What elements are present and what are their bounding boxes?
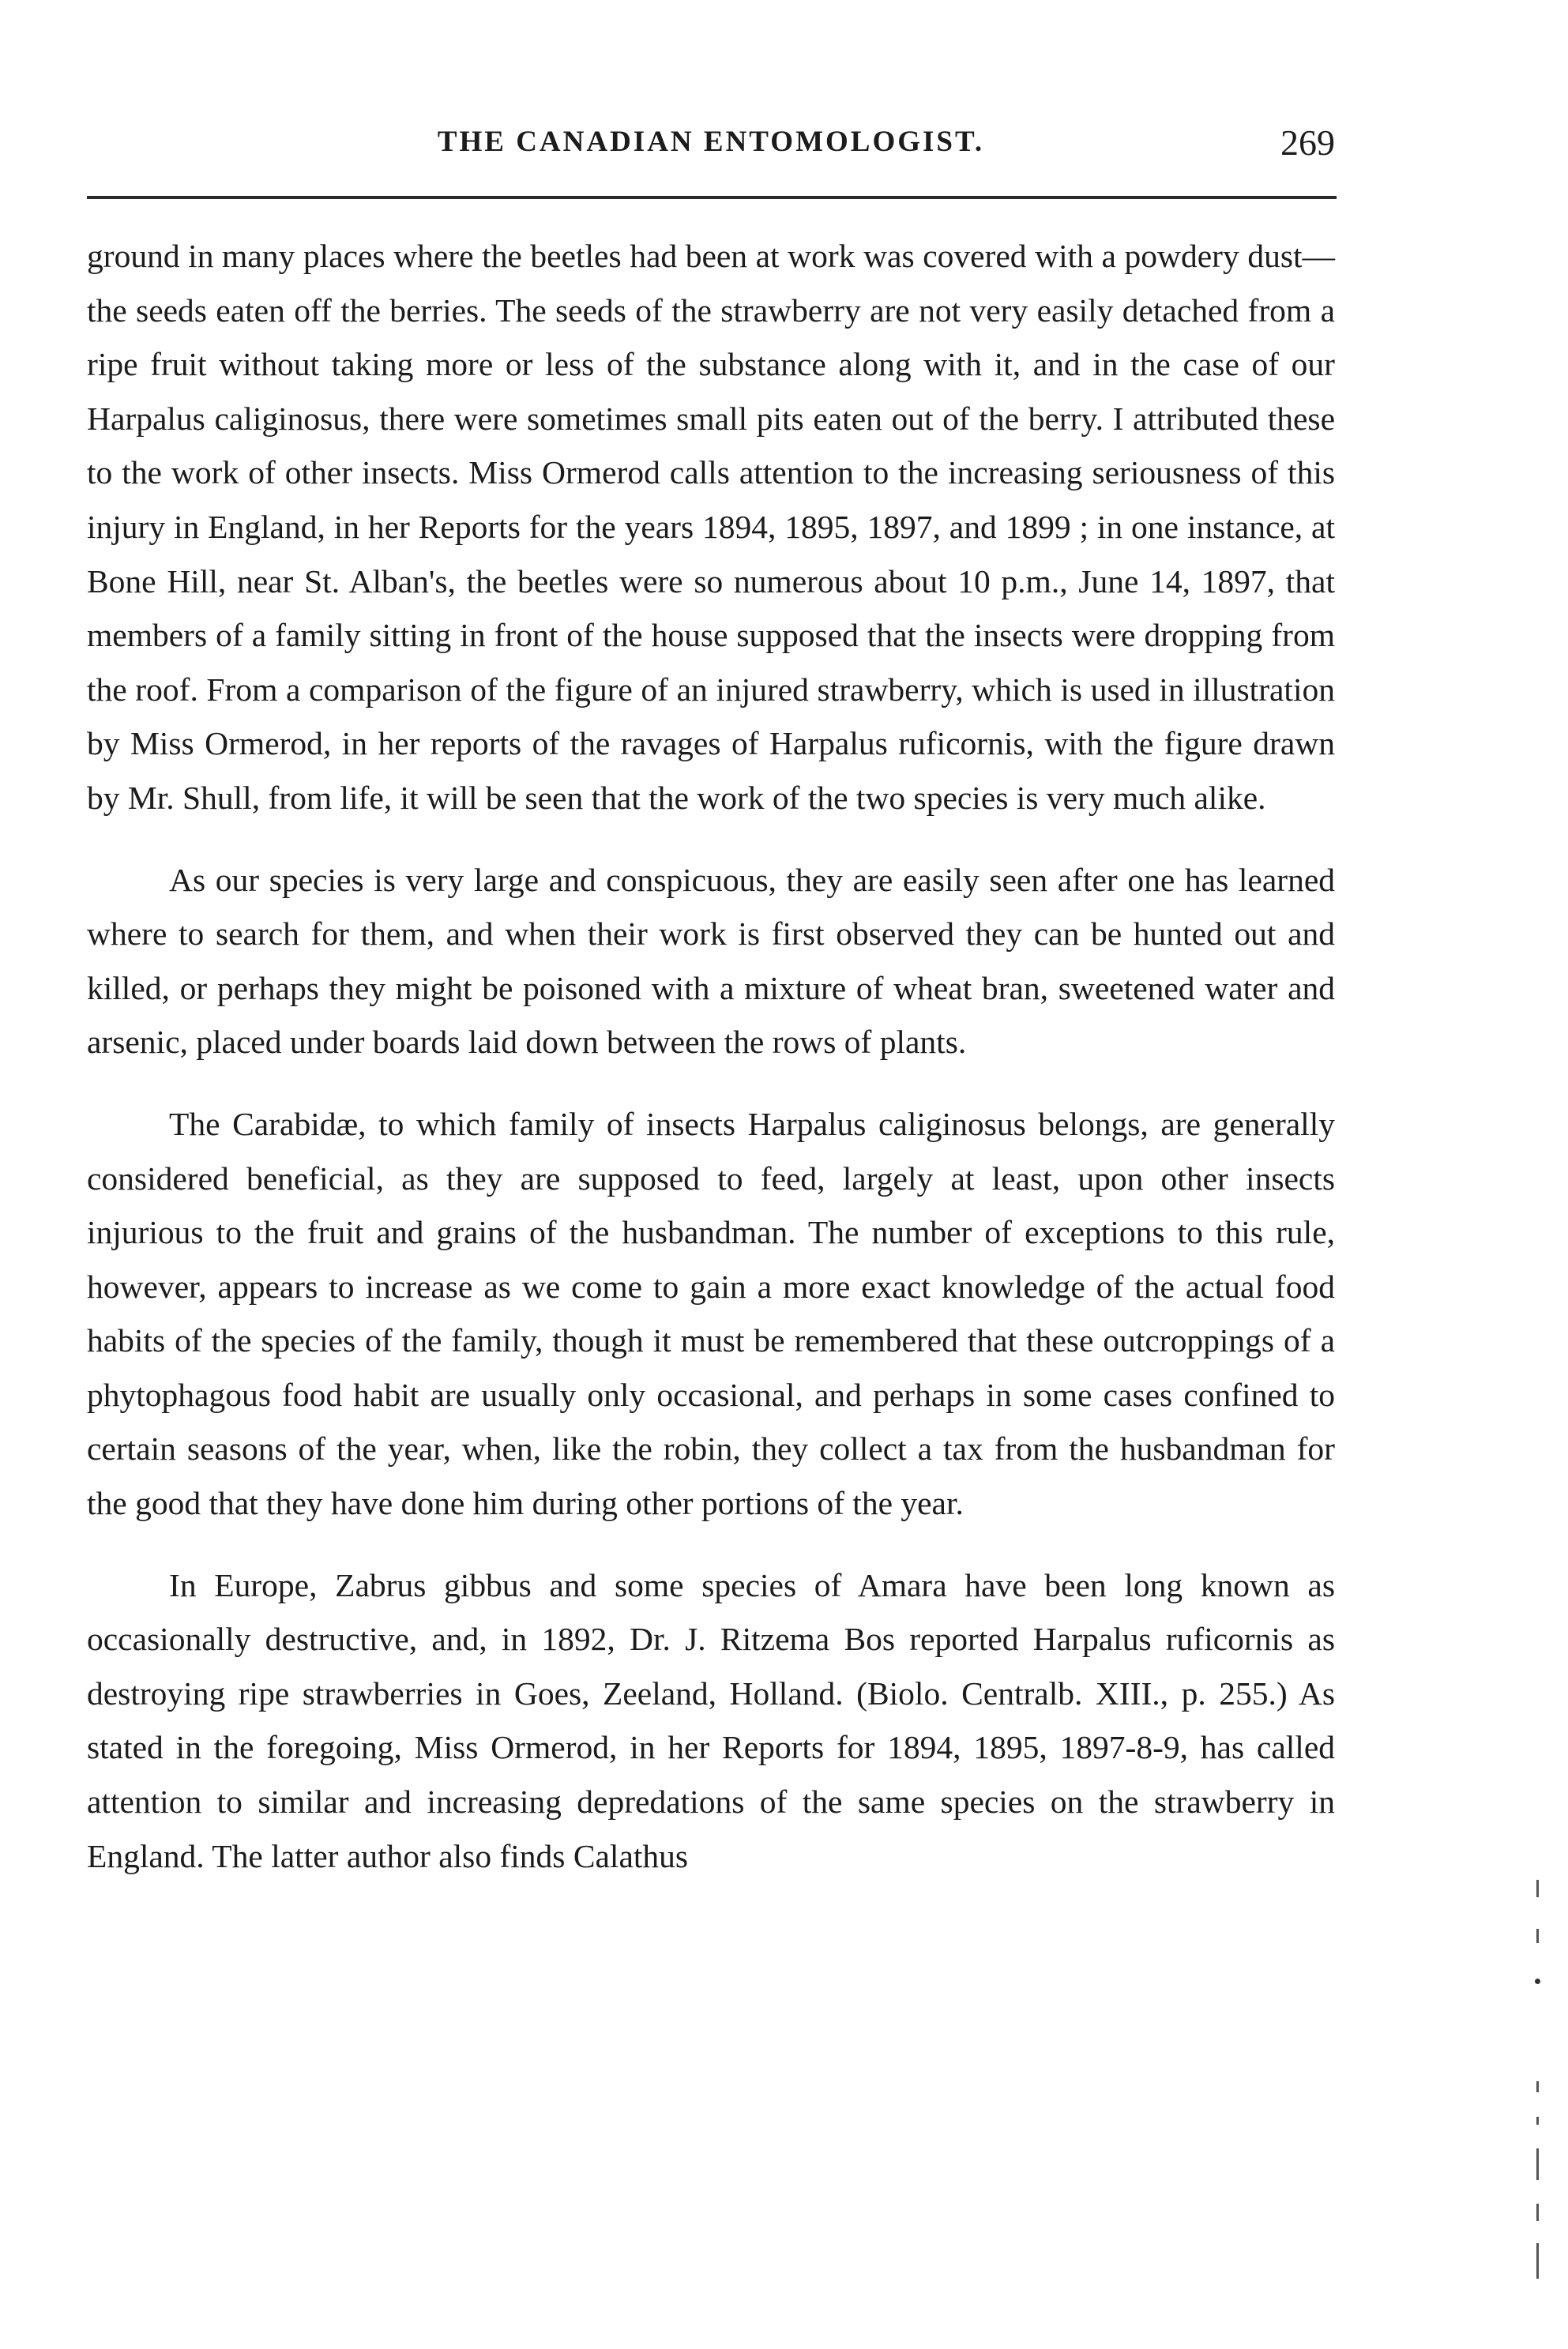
header-rule [87, 196, 1337, 199]
scan-mark [1536, 2081, 1539, 2092]
page-number: 269 [1280, 122, 1335, 163]
running-head: THE CANADIAN ENTOMOLOGIST. [437, 126, 985, 158]
scan-mark [1536, 2204, 1539, 2221]
scan-mark [1536, 2148, 1539, 2180]
article-body [87, 229, 1335, 1911]
paragraph-1: ground in many places where the beetles had been at work was covered with a powdery dust—the seeds eaten off the berries. The seeds of the strawberry are not very easily detached from a ripe fruit without taking more or less of the substance along with it, and in the case of our Harpalus caliginosus, there were sometimes small pits eaten out of the berry. I attributed these to the work of other insects. Miss Ormerod calls attention to the increasing seriousness of this injury in England, in her Reports for the years 1894, 1895, 1897, and 1899 ; in one instance, at Bone Hill, near St. Alban's, the beetles were so numerous about 10 p.m., June 14, 1897, that members of a family sitting in front of the house supposed that the insects were dropping from the roof. From a comparison of the figure of an injured strawberry, which is used in illustration by Miss Ormerod, in her reports of the ravages of Harpalus ruficornis, with the figure drawn by Mr. Shull, from life, it will be seen that the work of the two species is very much alike. [87, 238, 1335, 816]
page-header [87, 122, 1335, 172]
scan-mark [1536, 1929, 1539, 1943]
scan-mark [1536, 2117, 1539, 2125]
scan-mark [1536, 1880, 1539, 1897]
scan-mark [1536, 2243, 1539, 2279]
paragraph-4: In Europe, Zabrus gibbus and some species of Amara have been long known as occasionally destructive, and, in 1892, Dr. J. Ritzema Bos reported Harpalus ruficornis as destroying ripe strawberries in Goes, Zeeland, Holland. (Biolo. Centralb. XIII., p. 255.) As stated in the foregoing, Miss Ormerod, in her Reports for 1894, 1895, 1897-8-9, has called attention to similar and increasing depredations of the same species on the strawberry in England. The latter author also finds Calathus [87, 1566, 1335, 1874]
paragraph-3: The Carabidæ, to which family of insects Harpalus caliginosus belongs, are generally considered beneficial, as they are supposed to feed, largely at least, upon other insects injurious to the fruit and grains of the husbandman. The number of exceptions to this rule, however, appears to increase as we come to gain a more exact knowledge of the actual food habits of the species of the family, though it must be remembered that these outcroppings of a phytophagous food habit are usually only occasional, and perhaps in some cases confined to certain seasons of the year, when, like the robin, they collect a tax from the husbandman for the good that they have done him during other portions of the year. [87, 1105, 1335, 1522]
scan-margin-marks [1536, 1880, 1552, 2322]
scan-dot [1535, 1979, 1540, 1984]
paragraph-2: As our species is very large and conspicuous, they are easily seen after one has learned where to search for them, and when their work is first observed they can be hunted out and killed, or perhaps they might be poisoned with a mixture of wheat bran, sweetened water and arsenic, placed under boards laid down between the rows of plants. [87, 861, 1335, 1061]
